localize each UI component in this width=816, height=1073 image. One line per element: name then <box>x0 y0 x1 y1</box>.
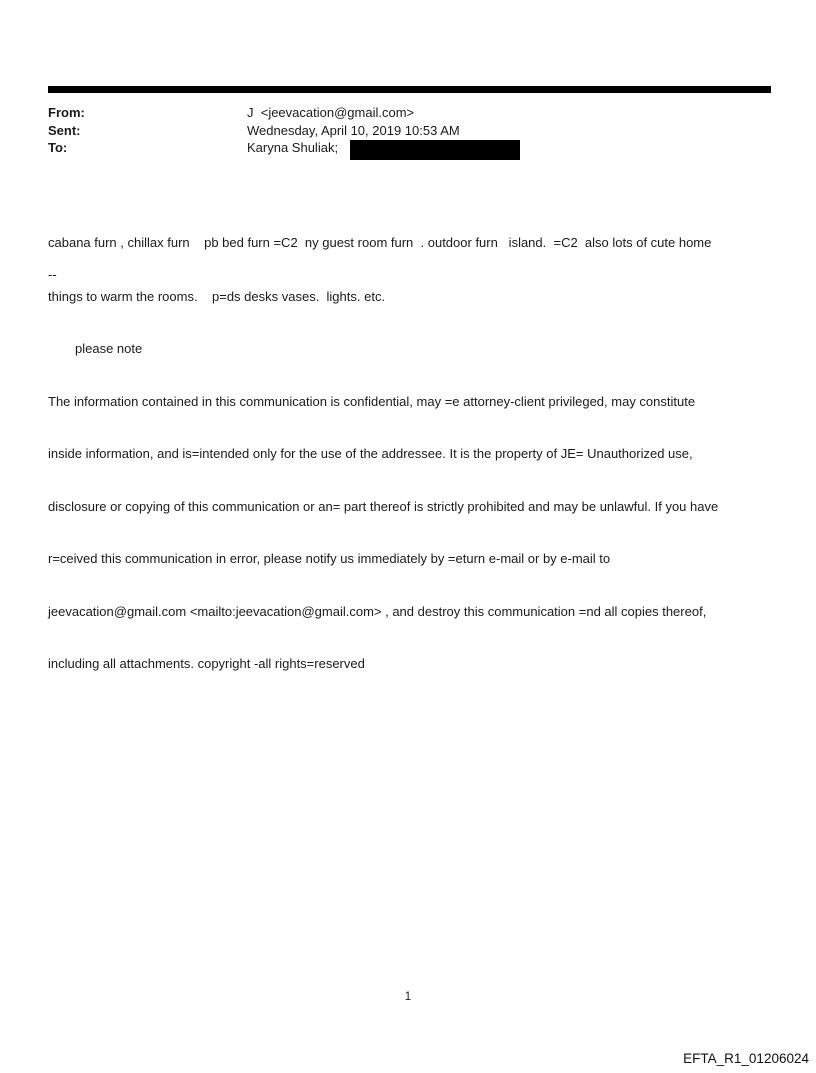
to-value: Karyna Shuliak; <box>247 140 342 155</box>
page-number: 1 <box>404 991 412 1003</box>
disclaimer-line: inside information, and is=intended only for the use of the addressee. It is the property of JE= Unauthorized use, <box>48 446 693 461</box>
disclaimer-heading: please note <box>75 341 143 356</box>
from-value: J <jeevacation@gmail.com> <box>247 105 415 120</box>
sent-value: Wednesday, April 10, 2019 10:53 AM <box>247 122 460 138</box>
body-line: cabana furn , chillax furn pb bed furn =C2 ny guest room furn . outdoor furn island. =C2 also lots of cute home <box>48 235 712 250</box>
sent-label: Sent: <box>48 122 81 138</box>
redaction-box <box>350 140 520 160</box>
disclaimer-line: including all attachments. copyright -all rights=reserved <box>48 656 365 671</box>
from-label: From: <box>48 105 85 120</box>
disclaimer-line: disclosure or copying of this communication or an= part thereof is strictly prohibited and may be unlawful. If you have <box>48 498 719 514</box>
disclaimer-block <box>48 305 772 708</box>
email-header-block <box>48 104 772 157</box>
disclaimer-line: jeevacation@gmail.com <mailto:jeevacation@gmail.com> , and destroy this communication =nd all copies thereof, <box>48 603 707 619</box>
disclaimer-line: r=ceived this communication in error, please notify us immediately by =eturn e-mail or by e-mail to <box>48 551 611 566</box>
to-label: To: <box>48 140 68 155</box>
body-line: things to warm the rooms. p=ds desks vases. lights. etc. <box>48 289 386 304</box>
bates-number: EFTA_R1_01206024 <box>683 1051 809 1066</box>
signature-separator: -- <box>48 267 57 282</box>
header-row-from <box>48 104 772 122</box>
disclaimer-line: The information contained in this communication is confidential, may =e attorney-client privileged, may constitute <box>48 393 696 409</box>
header-separator-bar <box>48 86 771 93</box>
header-row-sent <box>48 122 772 140</box>
